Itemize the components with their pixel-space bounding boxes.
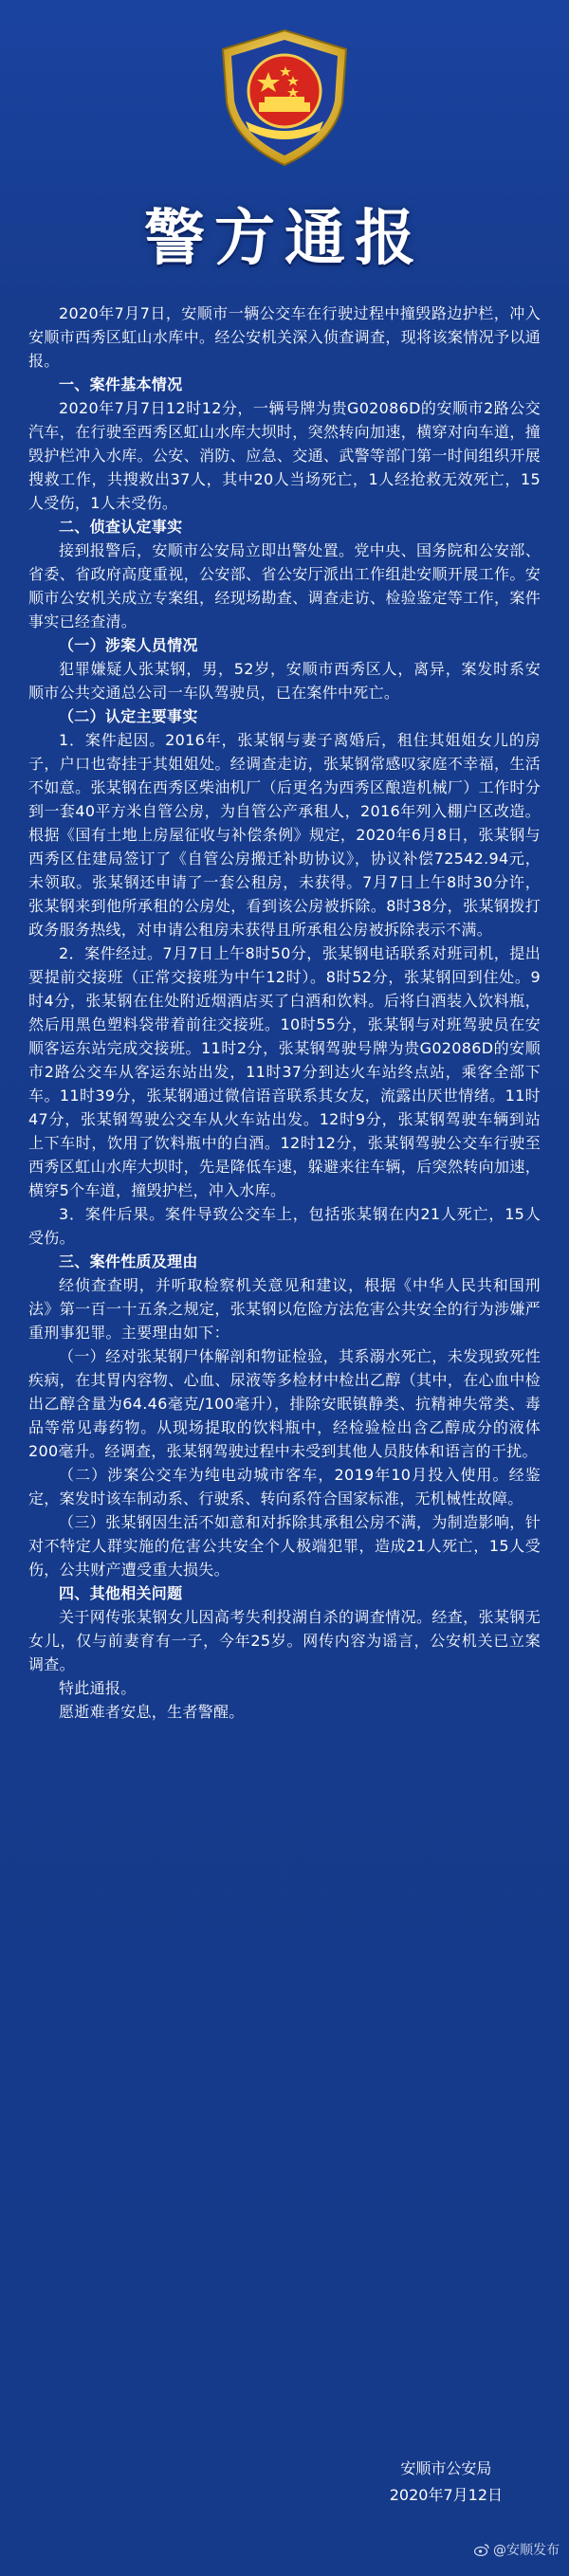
weibo-icon — [474, 2543, 489, 2556]
notice-footer — [390, 2456, 503, 2509]
section-heading: 三、案件性质及理由 — [59, 1252, 198, 1270]
body-paragraph: 愿逝难者安息，生者警醒。 — [59, 1703, 245, 1721]
body-paragraph: 犯罪嫌疑人张某钢，男，52岁，安顺市西秀区人，离异，案发时系安顺市公共交通总公司一车队驾驶员，已在案件中死亡。 — [28, 660, 541, 702]
body-paragraph: （二）涉案公交车为纯电动城市客车，2019年10月投入使用。经鉴定，案发时该车制动系、行驶系、转向系符合国家标准，无机械性故障。 — [28, 1466, 541, 1507]
body-paragraph: 2020年7月7日，安顺市一辆公交车在行驶过程中撞毁路边护栏，冲入安顺市西秀区虹山水库中。经公安机关深入侦查调查，现将该案情况予以通报。 — [28, 304, 541, 370]
header — [0, 0, 569, 180]
issue-date: 2020年7月12日 — [389, 2486, 503, 2504]
body-paragraph: 3．案件后果。案件导致公交车上，包括张某钢在内21人死亡，15人受伤。 — [28, 1205, 541, 1247]
body-paragraph: 特此通报。 — [59, 1679, 137, 1697]
body-paragraph: 接到报警后，安顺市公安局立即出警处置。党中央、国务院和公安部、省委、省政府高度重视，公安部、省公安厅派出工作组赴安顺开展工作。安顺市公安机关成立专案组，经现场勘查、调查走访、检验鉴定等工作，案件事实已经查清。 — [28, 541, 541, 630]
body-paragraph: 关于网传张某钢女儿因高考失利投湖自杀的调查情况。经查，张某钢无女儿，仅与前妻育有一子，今年25岁。网传内容为谣言，公安机关已立案调查。 — [28, 1608, 541, 1673]
police-emblem-icon — [213, 27, 356, 169]
body-paragraph: 2020年7月7日12时12分，一辆号牌为贵G02086D的安顺市2路公交汽车，在行驶至西秀区虹山水库大坝时，突然转向加速，横穿对向车道，撞毁护栏冲入水库。公安、消防、应急、交通、武警等部门第一时间组织开展搜救工作，共搜救出37人，其中20人当场死亡，1人经抢救无效死亡，15人受伤，1人未受伤。 — [28, 399, 541, 512]
weibo-watermark — [474, 2540, 560, 2559]
body-paragraph: （三）张某钢因生活不如意和对拆除其承租公房不满，为制造影响，针对不特定人群实施的危害公共安全个人极端犯罪，造成21人死亡，15人受伤，公共财产遭受重大损失。 — [28, 1513, 541, 1579]
body-paragraph: 经侦查查明，并听取检察机关意见和建议，根据《中华人民共和国刑法》第一百一十五条之规定，张某钢以危险方法危害公共安全的行为涉嫌严重刑事犯罪。主要理由如下： — [28, 1276, 541, 1342]
issuer-name: 安顺市公安局 — [400, 2459, 492, 2477]
section-heading: （一）涉案人员情况 — [59, 636, 198, 654]
body-paragraph: 2．案件经过。7月7日上午8时50分，张某钢电话联系对班司机，提出要提前交接班（正常交接班为中午12时）。8时52分，张某钢回到住处。9时4分，张某钢在住处附近烟酒店买了白酒和饮料。后将白酒装入饮料瓶，然后用黑色塑料袋带着前往交接班。10时55分，张某钢与对班驾驶员在安顺客运东站完成交接班。11时2分，张某钢驾驶号牌为贵G02086D的安顺市2路公交车从客运东站出发，11时37分到达火车站终点站，乘客全部下车。11时39分，张某钢通过微信语音联系其女友，流露出厌世情绪。11时47分，张某钢驾驶公交车从火车站出发。12时9分，张某钢驾驶车辆到站上下车时，饮用了饮料瓶中的白酒。12时12分，张某钢驾驶公交车行驶至西秀区虹山水库大坝时，先是降低车速，躲避来往车辆，后突然转向加速，横穿5个车道，撞毁护栏，冲入水库。 — [28, 944, 541, 1199]
section-heading: （二）认定主要事实 — [59, 707, 198, 725]
section-heading: 二、侦查认定事实 — [59, 518, 183, 536]
body-paragraph: （一）经对张某钢尸体解剖和物证检验，其系溺水死亡，未发现致死性疾病，在其胃内容物、心血、尿液等多检材中检出乙醇（其中，在心血中检出乙醇含量为64.46毫克/100毫升），排除安眠镇静类、抗精神失常类、毒品等常见毒药物。从现场提取的饮料瓶中，经检验检出含乙醇成分的液体200毫升。经调查，张某钢驾驶过程中未受到其他人员肢体和语言的干扰。 — [28, 1347, 541, 1460]
section-heading: 一、案件基本情况 — [59, 375, 183, 393]
page-title: 警方通报 — [144, 203, 425, 274]
notice-body — [28, 301, 541, 1724]
watermark-text: @安顺发布 — [493, 2543, 560, 2558]
section-heading: 四、其他相关问题 — [59, 1584, 183, 1602]
body-paragraph: 1．案件起因。2016年，张某钢与妻子离婚后，租住其姐姐女儿的房子，户口也寄挂于其姐姐处。经调查走访，张某钢常感叹家庭不幸福，生活不如意。张某钢在西秀区柴油机厂（后更名为西秀区酿造机械厂）工作时分到一套40平方米自管公房，为自管公产承租人，2016年列入棚户区改造。根据《国有土地上房屋征收与补偿条例》规定，2020年6月8日，张某钢与西秀区住建局签订了《自管公房搬迁补助协议》，协议补偿72542.94元，未领取。张某钢还申请了一套公租房，未获得。7月7日上午8时30分许，张某钢来到他所承租的公房处，看到该公房被拆除。8时38分，张某钢拨打政务服务热线，对申请公租房未获得且所承租公房被拆除表示不满。 — [28, 731, 541, 939]
